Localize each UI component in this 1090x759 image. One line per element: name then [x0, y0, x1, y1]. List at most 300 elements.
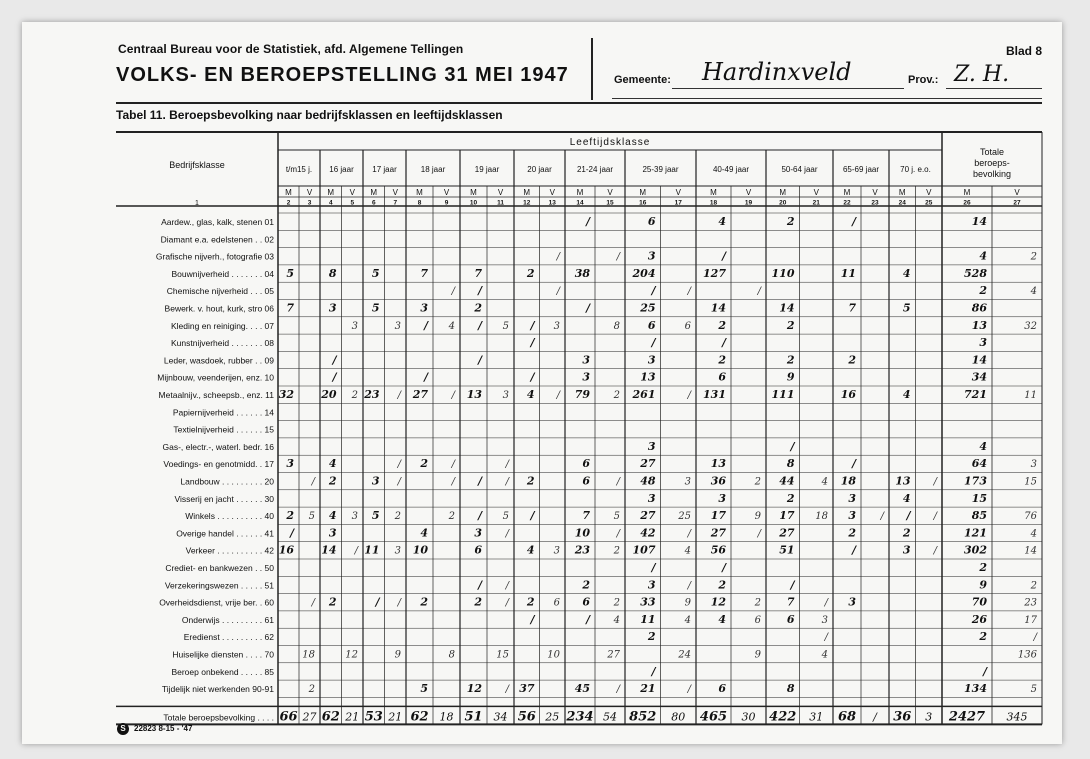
table-cell-value: /: [616, 684, 620, 696]
table-cell-value: /: [530, 509, 535, 523]
table-cell-value: 10: [412, 543, 428, 557]
table-cell-value: 44: [779, 474, 795, 488]
table-cell-value: 10: [574, 526, 590, 540]
industry-label: Crediet- en bankwezen . . 50: [165, 563, 274, 573]
column-number: 2: [286, 199, 291, 207]
municipality-label: Gemeente:: [614, 74, 671, 86]
table-cell-value: 5: [371, 301, 380, 315]
table-cell-value: 4: [328, 509, 337, 523]
industry-label: Beroep onbekend . . . . . 85: [171, 666, 274, 677]
table-cell-value: /: [906, 509, 911, 523]
table-cell-value: 3: [647, 249, 656, 263]
sex-label: M: [779, 188, 787, 197]
sex-label: V: [306, 188, 313, 197]
table-cell-value: /: [616, 251, 620, 263]
age-group-label: t/m15 j.: [285, 165, 313, 174]
sex-label: M: [710, 188, 717, 197]
sex-label: M: [843, 188, 851, 197]
table-cell-value: 5: [420, 682, 428, 696]
column-number: 19: [744, 199, 753, 207]
table-cell-value: /: [721, 249, 726, 263]
table-cell-value: 3: [582, 370, 590, 384]
table-cell-value: 6: [474, 543, 482, 557]
column-number: 14: [576, 199, 584, 207]
table-cell-value: 11: [840, 266, 856, 280]
table-cell-value: 3: [647, 353, 656, 367]
table-cell-value: 3: [394, 545, 401, 557]
column-number: 8: [417, 199, 422, 207]
table-cell-value: 38: [574, 266, 590, 280]
table-cell-value: /: [477, 474, 482, 488]
table-cell-value: 6: [647, 215, 656, 228]
table-cell-value: 2: [526, 595, 535, 609]
sex-label: V: [675, 188, 681, 197]
table-cell-value: 18: [840, 474, 856, 488]
table-cell-value: 76: [1024, 511, 1037, 523]
table-cell-value: /: [790, 578, 795, 592]
table-cell-value: 4: [902, 266, 911, 280]
table-cell-value: 23: [1024, 597, 1037, 609]
total-cell-value: 68: [837, 709, 857, 725]
table-cell-value: 6: [647, 318, 656, 332]
table-cell-value: 5: [308, 511, 315, 523]
sex-label: V: [549, 188, 555, 197]
table-cell-value: 3: [979, 336, 987, 350]
table-cell-value: 2: [979, 561, 987, 574]
table-cell-value: /: [477, 284, 482, 298]
table-cell-value: /: [505, 528, 509, 540]
table-cell-value: 136: [1017, 649, 1037, 661]
table-cell-value: 3: [328, 301, 337, 315]
table-cell-value: 2: [526, 474, 535, 488]
industry-label: Winkels . . . . . . . . . . 40: [185, 511, 274, 522]
column-number: 12: [523, 199, 531, 207]
column-number: 17: [674, 199, 682, 207]
table-cell-value: /: [585, 301, 590, 315]
column-number: 27: [1013, 199, 1021, 207]
table-cell-value: /: [616, 476, 620, 488]
table-cell-value: 32: [278, 388, 294, 401]
table-cell-value: 17: [1024, 614, 1037, 626]
table-cell-value: 4: [684, 614, 691, 626]
table-cell-value: 25: [678, 511, 691, 523]
table-cell-value: /: [505, 684, 509, 696]
sex-label: V: [926, 188, 932, 197]
table-cell-value: 3: [647, 578, 656, 592]
table-cell-value: 14: [971, 215, 987, 228]
table-cell-value: /: [851, 543, 856, 557]
table-cell-value: 3: [647, 491, 656, 505]
table-cell-value: 3: [1030, 459, 1037, 471]
age-group-label: 16 jaar: [329, 165, 354, 174]
table-cell-value: 3: [351, 511, 358, 523]
table-cell-value: 7: [786, 595, 795, 609]
census-sheet: [22, 22, 1062, 744]
table-cell-value: 261: [632, 388, 656, 401]
table-cell-value: 2: [613, 390, 620, 401]
table-cell-value: 37: [519, 682, 535, 696]
industry-label: Aardew., glas, kalk, stenen 01: [161, 217, 274, 227]
table-cell-value: 2: [308, 684, 315, 696]
sex-label: V: [872, 188, 878, 197]
column-number: 9: [444, 199, 449, 207]
table-cell-value: 3: [902, 543, 911, 557]
industry-label: Mijnbouw, veenderijen, enz. 10: [157, 372, 274, 383]
table-cell-value: 11: [364, 543, 380, 557]
table-cell-value: 2: [286, 509, 294, 523]
table-cell-value: /: [477, 353, 482, 367]
column-number: 24: [898, 199, 906, 207]
table-cell-value: 11: [1024, 390, 1037, 401]
total-header-line3: bevolking: [972, 169, 1012, 179]
table-cell-value: 4: [718, 612, 726, 626]
table-cell-value: 18: [815, 511, 828, 523]
table-cell-value: 14: [971, 353, 987, 367]
table-cell-value: /: [530, 612, 535, 626]
table-cell-value: /: [505, 476, 509, 488]
table-cell-value: 3: [474, 526, 482, 540]
table-cell-value: /: [982, 664, 987, 678]
table-cell-value: 2: [474, 301, 482, 315]
total-cell-value: 30: [741, 710, 756, 724]
table-cell-value: 7: [848, 301, 856, 315]
table-cell-value: 27: [607, 649, 620, 661]
table-cell-value: /: [687, 286, 691, 298]
total-header-line1: Totale: [979, 147, 1005, 157]
table-cell-value: 8: [448, 649, 455, 661]
column-number: 23: [871, 199, 879, 207]
age-group-label: 18 jaar: [420, 165, 446, 174]
table-cell-value: /: [824, 597, 828, 609]
table-cell-value: /: [354, 545, 358, 557]
sex-label: V: [813, 188, 819, 197]
table-cell-value: 2: [786, 491, 795, 505]
table-cell-value: 6: [553, 597, 560, 609]
table-cell-value: 2: [613, 597, 620, 609]
table-cell-value: 27: [640, 509, 656, 523]
table-cell-value: 15: [1024, 476, 1037, 488]
table-cell-value: /: [933, 511, 937, 523]
industry-label: Overige handel . . . . . . 41: [176, 528, 274, 539]
sex-label: M: [898, 188, 906, 197]
table-cell-value: /: [332, 353, 337, 367]
table-cell-value: 21: [640, 682, 656, 696]
table-cell-value: 2: [718, 353, 726, 367]
table-cell-value: 3: [394, 320, 401, 332]
table-cell-value: 5: [371, 266, 380, 280]
table-cell-value: 9: [684, 597, 691, 609]
sex-label: M: [285, 188, 292, 197]
industry-label: Kleding en reiniging. . . . 07: [170, 320, 274, 331]
total-cell-value: 56: [517, 709, 536, 725]
table-cell-value: 2: [979, 284, 987, 298]
table-cell-value: 6: [582, 457, 590, 471]
table-cell-value: 5: [1030, 684, 1037, 696]
table-cell-value: 302: [964, 543, 987, 557]
table-cell-value: 4: [684, 545, 691, 557]
table-cell-value: 204: [632, 266, 656, 280]
table-cell-value: 3: [502, 390, 509, 401]
industry-label: Overheidsdienst, vrije ber. . 60: [159, 597, 274, 608]
table-cell-value: 45: [574, 682, 590, 696]
sex-label: V: [443, 188, 450, 197]
table-cell-value: /: [397, 390, 401, 401]
table-cell-value: /: [687, 528, 691, 540]
table-cell-value: 17: [779, 509, 795, 523]
industry-label: Kunstnijverheid . . . . . . . 08: [171, 338, 274, 349]
total-cell-value: 51: [464, 709, 483, 725]
table-cell-value: 6: [684, 320, 691, 332]
sex-label: V: [349, 188, 355, 197]
table-cell-value: /: [933, 476, 937, 488]
column-number: 20: [779, 199, 787, 207]
table-cell-value: 2: [848, 526, 856, 540]
table-cell-value: 2: [1030, 580, 1037, 592]
sheet-number: Blad 8: [1005, 44, 1042, 58]
table-cell-value: 85: [971, 509, 987, 523]
table-cell-value: 2: [582, 578, 590, 592]
table-cell-value: /: [651, 664, 656, 678]
table-cell-value: 2: [754, 476, 761, 488]
age-group-label: 40-49 jaar: [712, 165, 750, 174]
table-cell-value: 6: [718, 682, 726, 696]
table-cell-value: 2: [613, 545, 620, 557]
table-cell-value: 2: [786, 318, 795, 332]
total-cell-value: 18: [439, 710, 454, 724]
table-cell-value: /: [933, 545, 937, 557]
table-cell-value: /: [289, 526, 294, 540]
total-cell-value: 62: [410, 709, 429, 725]
age-group-label: 50-64 jaar: [781, 165, 818, 174]
table-cell-value: 3: [420, 301, 428, 315]
table-cell-value: 14: [321, 543, 337, 557]
table-cell-value: /: [556, 251, 560, 263]
sex-label: V: [392, 188, 398, 197]
total-cell-value: 345: [1006, 710, 1028, 724]
table-cell-value: 4: [718, 215, 726, 228]
industry-label: Leder, wasdoek, rubber . . 09: [163, 355, 274, 366]
age-header: Leeftijdsklasse: [569, 137, 651, 148]
census-title: VOLKS- EN BEROEPSTELLING 31 MEI 1947: [116, 64, 569, 86]
table-cell-value: 26: [971, 612, 987, 626]
table-cell-value: 3: [371, 474, 380, 488]
column-number: 7: [393, 199, 398, 207]
total-cell-value: 53: [364, 709, 383, 725]
industry-label: Huiselijke diensten . . . . 70: [172, 649, 274, 660]
table-cell-value: /: [311, 476, 315, 488]
table-cell-value: /: [451, 459, 455, 471]
table-cell-value: /: [505, 580, 509, 592]
sex-label: V: [745, 188, 752, 197]
sex-label: M: [963, 188, 971, 197]
industry-label: Voedings- en genotmidd. . 17: [163, 459, 274, 470]
municipality-value: Hardinxveld: [702, 58, 852, 86]
industry-label: Gas-, electr.-, waterl. bedr. 16: [162, 441, 274, 452]
table-cell-value: 10: [547, 649, 560, 661]
industry-label: Verzekeringswezen . . . . . 51: [164, 580, 274, 591]
printer-mark-icon: S: [117, 723, 129, 735]
table-cell-value: /: [477, 318, 482, 332]
table-cell-value: 51: [779, 543, 795, 557]
table-cell-value: 18: [302, 649, 315, 661]
total-cell-value: 36: [893, 709, 912, 725]
table-cell-value: 4: [821, 649, 828, 661]
sex-label: M: [416, 188, 423, 197]
table-cell-value: /: [397, 476, 401, 488]
table-cell-value: 3: [553, 545, 560, 557]
table-cell-value: /: [530, 318, 535, 332]
total-cell-value: 2427: [948, 709, 986, 725]
industry-label: Chemische nijverheid . . . 05: [166, 286, 274, 297]
table-cell-value: 4: [902, 491, 911, 505]
industry-label: Diamant e.a. edelstenen . . 02: [160, 234, 274, 245]
table-cell-value: /: [477, 509, 482, 523]
sex-label: V: [497, 188, 504, 197]
table-cell-value: 4: [821, 476, 828, 488]
table-cell-value: 528: [964, 266, 987, 280]
table-cell-value: 111: [771, 388, 795, 401]
table-cell-value: 12: [466, 682, 482, 696]
industry-label: Verkeer . . . . . . . . . . 42: [185, 545, 274, 556]
sex-label: V: [607, 188, 613, 197]
table-cell-value: 48: [640, 474, 656, 488]
table-cell-value: /: [687, 684, 691, 696]
table-cell-value: 27: [640, 457, 656, 471]
total-cell-value: 852: [629, 709, 657, 725]
table-cell-value: 2: [902, 526, 911, 540]
table-cell-value: 721: [964, 388, 987, 401]
table-cell-value: 2: [718, 578, 726, 592]
total-header-line2: beroeps-: [974, 158, 1010, 168]
sex-label: M: [576, 188, 584, 197]
table-cell-value: /: [651, 561, 656, 574]
table-cell-value: 3: [848, 595, 856, 609]
table-cell-value: /: [790, 439, 795, 453]
agency-name: Centraal Bureau voor de Statistiek, afd. Algemene Tellingen: [118, 42, 464, 56]
table-cell-value: 56: [710, 543, 726, 557]
table-cell-value: 13: [640, 370, 656, 384]
table-cell-value: 4: [526, 388, 535, 401]
table-cell-value: 14: [710, 301, 726, 315]
table-cell-value: 15: [496, 649, 509, 661]
table-cell-value: 8: [786, 457, 795, 471]
table-cell-value: /: [585, 612, 590, 626]
table-cell-value: 27: [710, 526, 726, 540]
table-cell-value: 2: [448, 511, 455, 523]
table-cell-value: 17: [710, 509, 726, 523]
table-cell-value: /: [851, 457, 856, 471]
table-cell-value: 4: [328, 457, 337, 471]
table-cell-value: /: [530, 370, 535, 384]
total-cell-value: 80: [671, 710, 686, 724]
column-number: 6: [371, 199, 376, 207]
column-number: 4: [328, 199, 333, 207]
table-cell-value: 3: [582, 353, 590, 367]
table-cell-value: 9: [786, 370, 795, 384]
table-cell-value: 4: [613, 614, 620, 626]
age-group-label: 21-24 jaar: [576, 165, 614, 174]
industry-label: Grafische nijverh., fotografie 03: [155, 251, 274, 262]
table-cell-value: 4: [979, 249, 987, 263]
table-cell-value: /: [687, 580, 691, 592]
column-number: 18: [709, 199, 718, 207]
table-cell-value: 4: [1030, 528, 1037, 540]
table-cell-value: /: [423, 370, 428, 384]
table-cell-value: 9: [754, 511, 761, 523]
table-cell-value: 86: [971, 301, 987, 315]
industry-label: Bewerk. v. hout, kurk, stro 06: [164, 303, 274, 314]
column-number: 3: [307, 199, 312, 207]
table-cell-value: 2: [328, 595, 337, 609]
table-cell-value: /: [721, 336, 726, 350]
column-number: 5: [350, 199, 355, 207]
table-cell-value: /: [651, 284, 656, 298]
table-cell-value: 4: [420, 526, 428, 540]
industry-label: Landbouw . . . . . . . . . 20: [180, 476, 274, 487]
table-cell-value: 14: [779, 301, 795, 315]
column-number: 21: [812, 199, 820, 207]
table-cell-value: 4: [448, 320, 455, 332]
sex-label: V: [1014, 188, 1020, 197]
total-cell-value: 54: [603, 710, 617, 724]
table-cell-value: /: [687, 390, 691, 401]
table-cell-value: /: [477, 578, 482, 592]
table-cell-value: 20: [321, 388, 337, 401]
industry-header: Bedrijfsklasse: [169, 160, 225, 170]
table-cell-value: 13: [466, 388, 482, 401]
industry-label: Onderwijs . . . . . . . . . 61: [181, 614, 274, 625]
table-cell-value: 33: [640, 595, 656, 609]
table-cell-value: 3: [684, 476, 691, 488]
province-value: Z. H.: [954, 62, 1010, 87]
table-cell-value: /: [757, 286, 761, 298]
table-cell-value: /: [505, 597, 509, 609]
table-cell-value: /: [530, 336, 535, 350]
industry-label: Papiernijverheid . . . . . . 14: [172, 407, 274, 418]
table-cell-value: 3: [848, 509, 856, 523]
table-cell-value: 3: [351, 320, 358, 332]
table-cell-value: 70: [971, 595, 987, 609]
table-cell-value: 34: [971, 370, 987, 384]
age-group-label: 25-39 jaar: [642, 165, 679, 174]
table-cell-value: 8: [786, 682, 795, 696]
table-cell-value: 79: [574, 388, 590, 401]
table-cell-value: 25: [640, 301, 656, 315]
table-cell-value: 6: [582, 474, 590, 488]
table-cell-value: 8: [328, 266, 337, 280]
table-cell-value: 4: [526, 543, 535, 557]
column-number: 13: [548, 199, 556, 207]
table-cell-value: 2: [1030, 251, 1037, 263]
industry-label: Metaalnijv., scheepsb., enz. 11: [158, 390, 274, 400]
table-cell-value: 27: [779, 526, 795, 540]
age-group-label: 19 jaar: [474, 165, 500, 174]
table-cell-value: 2: [754, 597, 761, 609]
print-code: 22823 8-15 - '47: [134, 724, 193, 733]
table-title: Tabel 11. Beroepsbevolking naar bedrijfsklassen en leeftijdsklassen: [116, 108, 503, 122]
table-cell-value: 16: [840, 388, 856, 401]
total-cell-value: 27: [302, 710, 317, 724]
table-cell-value: 3: [286, 457, 294, 471]
table-cell-value: 2: [394, 511, 401, 523]
table-cell-value: 2: [420, 595, 428, 609]
table-cell-value: 2: [351, 390, 358, 401]
column-number: 22: [843, 199, 851, 207]
table-cell-value: 64: [971, 457, 987, 471]
table-cell-value: 6: [786, 612, 795, 626]
industry-label: Textielnijverheid . . . . . . 15: [173, 424, 274, 435]
table-cell-value: 110: [771, 266, 795, 280]
